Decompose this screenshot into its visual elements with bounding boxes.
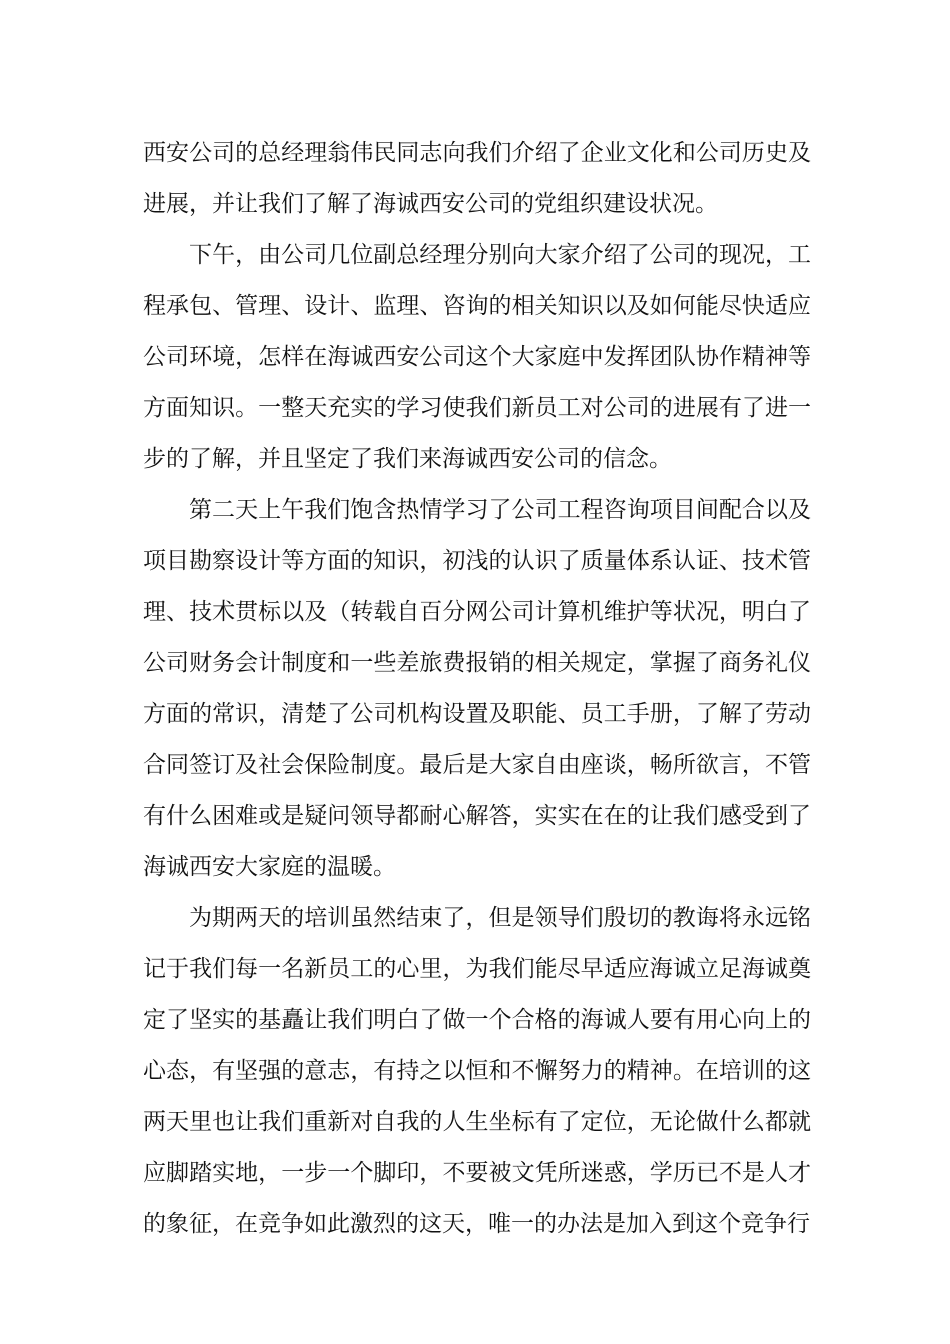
paragraph-2: 下午，由公司几位副总经理分别向大家介绍了公司的现况，工程承包、管理、设计、监理、咨询的相关知识以及如何能尽快适应公司环境，怎样在海诚西安公司这个大家庭中发挥团队协作精神等方面知识。一整天充实的学习使我们新员工对公司的进展有了进一步的了解，并且坚定了我们来海诚西安公司的信念。 [143, 242, 811, 472]
paragraph-3: 第二天上午我们饱含热情学习了公司工程咨询项目间配合以及项目勘察设计等方面的知识，初浅的认识了质量体系认证、技术管理、技术贯标以及（转载自百分网公司计算机维护等状况，明白了公司财务会计制度和一些差旅费报销的相关规定，掌握了商务礼仪方面的常识，清楚了公司机构设置及职能、员工手册，了解了劳动合同签订及社会保险制度。最后是大家自由座谈，畅所欲言，不管有什么困难或是疑问领导都耐心解答，实实在在的让我们感受到了海诚西安大家庭的温暖。 [143, 497, 811, 880]
paragraph-4: 为期两天的培训虽然结束了，但是领导们殷切的教诲将永远铭记于我们每一名新员工的心里，为我们能尽早适应海诚立足海诚奠定了坚实的基矗让我们明白了做一个合格的海诚人要有用心向上的心态，有坚强的意志，有持之以恒和不懈努力的精神。在培训的这两天里也让我们重新对自我的人生坐标有了定位，无论做什么都就应脚踏实地，一步一个脚印，不要被文凭所迷惑，学历已不是人才的象征，在竞争如此激烈的这天，唯一的办法是加入到这个竞争行 [143, 905, 811, 1237]
document-body [143, 128, 811, 1250]
paragraph-1: 西安公司的总经理翁伟民同志向我们介绍了企业文化和公司历史及进展，并让我们了解了海诚西安公司的党组织建设状况。 [143, 140, 811, 217]
